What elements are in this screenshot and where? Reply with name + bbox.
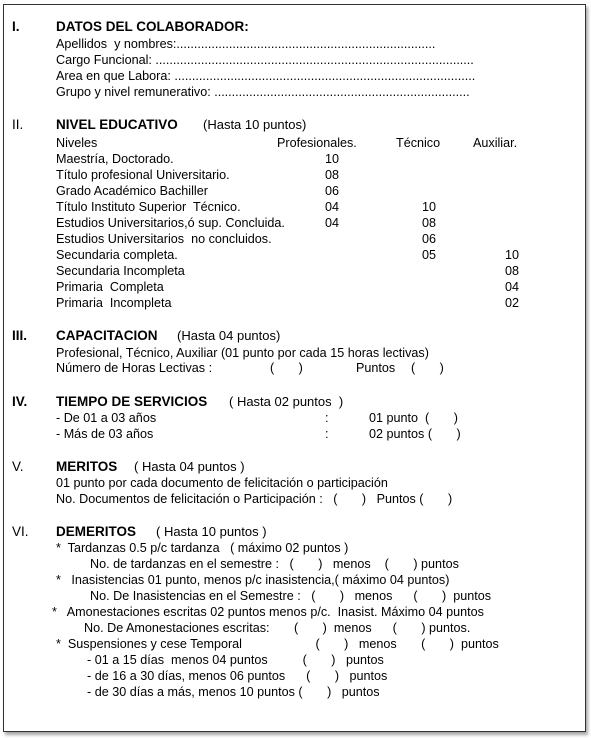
table-cell-nivel: Estudios Universitarios no concluidos. [56, 232, 272, 246]
section-title: DATOS DEL COLABORADOR: [56, 19, 249, 34]
demeritos-line: No. De Amonestaciones escritas: ( ) menos ( ) puntos. [84, 621, 471, 635]
horas-lectivas-label: Número de Horas Lectivas : [56, 361, 213, 375]
section-title: TIEMPO DE SERVICIOS [56, 394, 208, 409]
demeritos-line: * Amonestaciones escritas 02 puntos menos p/c. Inasist. Máximo 04 puntos [52, 605, 484, 619]
demeritos-line: No. de tardanzas en el semestre : ( ) menos ( ) puntos [90, 557, 459, 571]
table-cell-aux: 10 [505, 248, 520, 262]
demeritos-line: * Suspensiones y cese Temporal ( ) menos ( ) puntos [56, 637, 499, 651]
table-cell-nivel: Secundaria completa. [56, 248, 178, 262]
section-title: MERITOS [56, 459, 118, 474]
capacitacion-description: Profesional, Técnico, Auxiliar (01 punto por cada 15 horas lectivas) [56, 346, 429, 360]
table-cell-aux: 08 [505, 264, 520, 278]
servicios-row-label: - De 01 a 03 años [56, 411, 157, 425]
section-number: III. [12, 328, 28, 343]
table-cell-nivel: Estudios Universitarios,ó sup. Concluida. [56, 216, 285, 230]
table-cell-tec: 10 [422, 200, 437, 214]
servicios-row-colon: : [325, 411, 329, 425]
header-niveles: Niveles [56, 136, 98, 150]
table-cell-prof: 06 [325, 184, 340, 198]
section-number: V. [12, 459, 24, 474]
table-cell-prof: 04 [325, 216, 340, 230]
table-cell-nivel: Maestría, Doctorado. [56, 152, 174, 166]
section-title: NIVEL EDUCATIVO [56, 117, 178, 132]
demeritos-line: No. De Inasistencias en el Semestre : ( ) menos ( ) puntos [90, 589, 492, 603]
header-auxiliar: Auxiliar. [473, 136, 518, 150]
meritos-documentos: No. Documentos de felicitación o Participación : ( ) Puntos ( ) [56, 492, 453, 506]
section-note: ( Hasta 02 puntos ) [229, 394, 344, 409]
table-cell-aux: 02 [505, 296, 520, 310]
table-cell-nivel: Título profesional Universitario. [56, 168, 230, 182]
meritos-description: 01 punto por cada documento de felicitación o participación [56, 476, 388, 490]
table-cell-prof: 10 [325, 152, 340, 166]
demeritos-line: * Inasistencias 01 punto, menos p/c inasistencia,( máximo 04 puntos) [56, 573, 450, 587]
servicios-row-value: 02 puntos ( ) [369, 427, 461, 441]
servicios-row-colon: : [325, 427, 329, 441]
demeritos-line: - 01 a 15 días menos 04 puntos ( ) puntos [87, 653, 384, 667]
table-cell-nivel: Primaria Incompleta [56, 296, 172, 310]
table-cell-tec: 05 [422, 248, 437, 262]
table-cell-nivel: Primaria Completa [56, 280, 164, 294]
servicios-row-label: - Más de 03 años [56, 427, 154, 441]
table-cell-tec: 08 [422, 216, 437, 230]
demeritos-line: * Tardanzas 0.5 p/c tardanza ( máximo 02 puntos ) [56, 541, 349, 555]
header-profesionales: Profesionales. [277, 136, 357, 150]
table-cell-tec: 06 [422, 232, 437, 246]
section-note: ( Hasta 04 puntos ) [134, 459, 245, 474]
table-cell-prof: 08 [325, 168, 340, 182]
section-note: (Hasta 10 puntos) [203, 117, 307, 132]
section-note: ( Hasta 10 puntos ) [156, 524, 267, 539]
section-title: DEMERITOS [56, 524, 137, 539]
table-cell-nivel: Grado Académico Bachiller [56, 184, 208, 198]
puntos-label: Puntos [356, 361, 396, 375]
table-cell-aux: 04 [505, 280, 520, 294]
section-number: IV. [12, 394, 28, 409]
demeritos-line: - de 16 a 30 días, menos 06 puntos ( ) puntos [87, 669, 388, 683]
field-cargo: Cargo Funcional: ........................................................................................... [56, 53, 474, 67]
section-number: I. [12, 19, 20, 34]
table-cell-prof: 04 [325, 200, 340, 214]
servicios-row-value: 01 punto ( ) [369, 411, 458, 425]
section-number: II. [12, 117, 24, 132]
header-tecnico: Técnico [396, 136, 441, 150]
field-area: Area en que Labora: ...................................................................................... [56, 69, 476, 83]
horas-lectivas-box: ( ) [270, 361, 303, 375]
section-number: VI. [12, 524, 29, 539]
demeritos-line: - de 30 días a más, menos 10 puntos ( ) puntos [87, 685, 380, 699]
field-apellidos: Apellidos y nombres:.......................................................................... [56, 37, 436, 51]
puntos-box: ( ) [411, 361, 444, 375]
section-note: (Hasta 04 puntos) [177, 328, 281, 343]
table-cell-nivel: Título Instituto Superior Técnico. [56, 200, 241, 214]
table-cell-nivel: Secundaria Incompleta [56, 264, 185, 278]
section-title: CAPACITACION [56, 328, 158, 343]
field-grupo: Grupo y nivel remunerativo: ......................................................................... [56, 85, 470, 99]
